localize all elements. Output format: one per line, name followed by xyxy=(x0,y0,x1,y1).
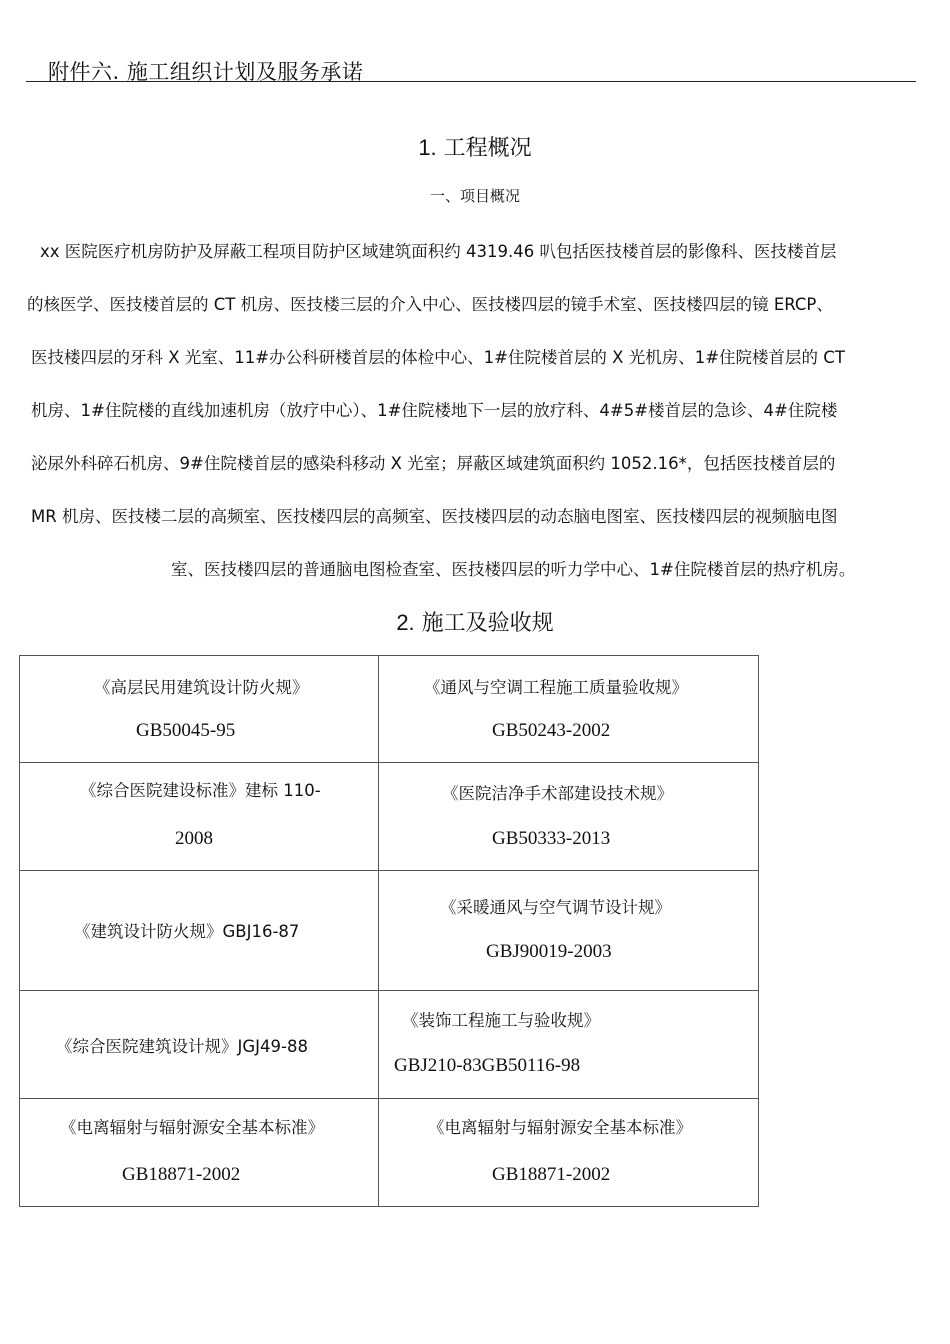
table-cell xyxy=(20,991,379,1099)
paragraph-line: 医技楼四层的牙科 X 光室、11#办公科研楼首层的体检中心、1#住院楼首层的 X 光机房、1#住院楼首层的 CT xyxy=(31,348,845,367)
section1-heading xyxy=(0,131,950,162)
paragraph-line: MR 机房、医技楼二层的高频室、医技楼四层的高频室、医技楼四层的动态脑电图室、医技楼四层的视频脑电图 xyxy=(31,507,838,526)
standard-name: 《采暖通风与空气调节设计规》 xyxy=(440,898,671,917)
standard-name: 《高层民用建筑设计防火规》 xyxy=(94,678,309,697)
section1-title: 工程概况 xyxy=(443,136,532,161)
table-cell xyxy=(379,991,759,1099)
standard-code: 2008 xyxy=(175,828,213,849)
standard-name: 《通风与空调工程施工质量验收规》 xyxy=(424,678,688,697)
standard-name: 《医院洁净手术部建设技术规》 xyxy=(442,784,673,803)
standard-code: GB18871-2002 xyxy=(122,1164,241,1185)
standard-code: GB50333-2013 xyxy=(492,828,611,849)
section2-heading xyxy=(0,606,950,637)
standard-name: 《综合医院建设标准》建标 110- xyxy=(80,781,321,800)
standard-code: GB50045-95 xyxy=(136,720,236,741)
table-row xyxy=(20,656,759,763)
section2-title: 施工及验收规 xyxy=(421,611,554,636)
standard-code: GBJ90019-2003 xyxy=(486,941,612,962)
standard-name: 《电离辐射与辐射源安全基本标准》 xyxy=(428,1118,692,1137)
page-header-title: 附件六. 施工组织计划及服务承诺 xyxy=(48,60,364,84)
standards-table xyxy=(19,655,759,1207)
header-rule xyxy=(26,81,916,82)
standard-name: 《装饰工程施工与验收规》 xyxy=(402,1011,600,1030)
paragraph-line: 的核医学、医技楼首层的 CT 机房、医技楼三层的介入中心、医技楼四层的镜手术室、医技楼四层的镜 ERCP、 xyxy=(27,295,833,314)
table-cell xyxy=(379,1099,759,1207)
paragraph-line: 机房、1#住院楼的直线加速机房（放疗中心）、1#住院楼地下一层的放疗科、4#5#楼首层的急诊、4#住院楼 xyxy=(31,401,838,420)
table-cell xyxy=(20,656,379,763)
section1-subtitle: 一、项目概况 xyxy=(429,187,520,205)
standard-name: 《电离辐射与辐射源安全基本标准》 xyxy=(60,1118,324,1137)
table-row xyxy=(20,1099,759,1207)
section1-number: 1. xyxy=(418,135,437,160)
table-row xyxy=(20,763,759,871)
paragraph-line: xx 医院医疗机房防护及屏蔽工程项目防护区域建筑面积约 4319.46 叭包括医技楼首层的影像科、医技楼首层 xyxy=(40,242,837,261)
standard-name: 《综合医院建筑设计规》JGJ49-88 xyxy=(56,1037,308,1056)
table-cell xyxy=(379,656,759,763)
table-cell xyxy=(379,871,759,991)
table-cell xyxy=(20,871,379,991)
section2-number: 2. xyxy=(396,610,415,635)
paragraph-line: 室、医技楼四层的普通脑电图检查室、医技楼四层的听力学中心、1#住院楼首层的热疗机房。 xyxy=(171,560,856,579)
paragraph-line: 泌尿外科碎石机房、9#住院楼首层的感染科移动 X 光室；屏蔽区域建筑面积约 1052.16*，包括医技楼首层的 xyxy=(31,454,836,473)
standard-code: GB50243-2002 xyxy=(492,720,611,741)
table-cell xyxy=(20,1099,379,1207)
standard-code: GB18871-2002 xyxy=(492,1164,611,1185)
table-row xyxy=(20,871,759,991)
standard-name: 《建筑设计防火规》GBJ16-87 xyxy=(74,922,300,941)
table-cell xyxy=(20,763,379,871)
table-row xyxy=(20,991,759,1099)
standard-code: GBJ210-83GB50116-98 xyxy=(394,1055,581,1076)
table-cell xyxy=(379,763,759,871)
